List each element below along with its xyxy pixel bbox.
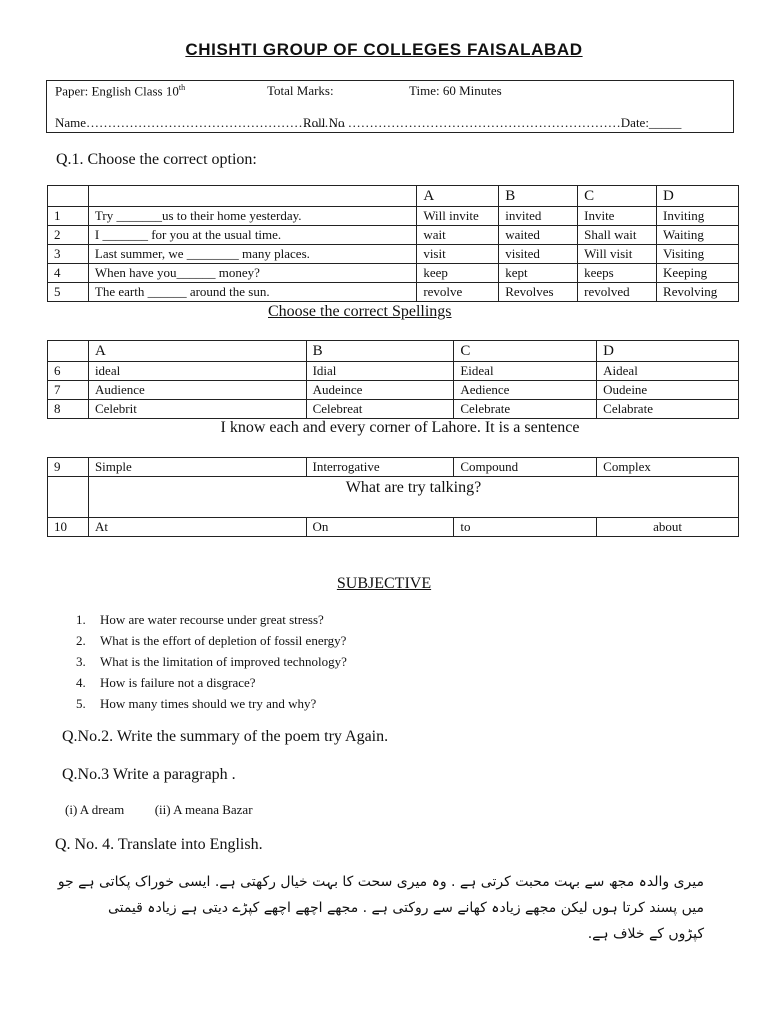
subjective-list xyxy=(76,609,347,714)
table-row xyxy=(48,207,739,226)
option-d: Revolving xyxy=(657,283,739,302)
option-c: keeps xyxy=(578,264,657,283)
talking-question: What are try talking? xyxy=(88,477,738,518)
paper-label: Paper: English Class 10th xyxy=(55,83,186,99)
question-number: 1 xyxy=(48,207,89,226)
mcq-header-empty xyxy=(48,186,89,207)
q3-option-ii: (ii) A meana Bazar xyxy=(154,802,253,817)
option-b: Idial xyxy=(306,362,454,381)
list-text: How many times should we try and why? xyxy=(100,696,317,711)
option-d: Inviting xyxy=(657,207,739,226)
table-row xyxy=(48,458,739,477)
table-row xyxy=(48,400,739,419)
sentence-table xyxy=(47,457,739,537)
table-row xyxy=(48,477,739,518)
exam-info-box xyxy=(46,80,734,133)
question-text: The earth ______ around the sun. xyxy=(88,283,416,302)
mcq-header-row xyxy=(48,186,739,207)
table-row xyxy=(48,362,739,381)
question-number: 5 xyxy=(48,283,89,302)
list-text: How is failure not a disgrace? xyxy=(100,675,256,690)
list-item xyxy=(76,609,347,630)
option-d: Keeping xyxy=(657,264,739,283)
question-text: Last summer, we ________ many places. xyxy=(88,245,416,264)
mcq-header-empty xyxy=(88,186,416,207)
spellings-table xyxy=(47,340,739,419)
question-number: 7 xyxy=(48,381,89,400)
mcq-header-d: D xyxy=(657,186,739,207)
option-a: Simple xyxy=(88,458,306,477)
option-b: Celebreat xyxy=(306,400,454,419)
option-d: Celabrate xyxy=(597,400,739,419)
name-field: Name…………………………………………………… xyxy=(55,115,347,130)
question-text: Try _______us to their home yesterday. xyxy=(88,207,416,226)
question-number: 8 xyxy=(48,400,89,419)
q2-heading: Q.No.2. Write the summary of the poem try Again. xyxy=(62,728,389,745)
list-text: What is the limitation of improved technology? xyxy=(100,654,347,669)
option-c: to xyxy=(454,518,597,537)
table-row xyxy=(48,283,739,302)
list-number: 4. xyxy=(76,675,86,690)
q3-options xyxy=(65,802,253,818)
question-number: 10 xyxy=(48,518,89,537)
question-number: 4 xyxy=(48,264,89,283)
table-row xyxy=(48,245,739,264)
question-text: I _______ for you at the usual time. xyxy=(88,226,416,245)
mcq-header-b: B xyxy=(499,186,578,207)
option-b: visited xyxy=(499,245,578,264)
option-d: Complex xyxy=(597,458,739,477)
question-number: 3 xyxy=(48,245,89,264)
urdu-line-1: میری والدہ مجھ سے بہت محبت کرتی ہے . وہ میری سحت کا بہت خیال رکھتی ہے. ایسی خوراک پکاتی ہے جو xyxy=(57,874,704,890)
option-c: Aedience xyxy=(454,381,597,400)
option-c: Compound xyxy=(454,458,597,477)
table-row xyxy=(48,381,739,400)
spellings-header-row xyxy=(48,341,739,362)
option-d: Oudeine xyxy=(597,381,739,400)
option-c: Invite xyxy=(578,207,657,226)
empty-cell xyxy=(48,477,89,518)
option-c: Will visit xyxy=(578,245,657,264)
option-c: revolved xyxy=(578,283,657,302)
option-b: kept xyxy=(499,264,578,283)
option-c: Shall wait xyxy=(578,226,657,245)
question-number: 6 xyxy=(48,362,89,381)
option-c: Celebrate xyxy=(454,400,597,419)
q3-heading: Q.No.3 Write a paragraph . xyxy=(62,766,236,783)
question-number: 2 xyxy=(48,226,89,245)
option-d: about xyxy=(597,518,739,537)
option-b: invited xyxy=(499,207,578,226)
spellings-header-d: D xyxy=(597,341,739,362)
option-a: Will invite xyxy=(417,207,499,226)
list-item xyxy=(76,630,347,651)
spellings-header-c: C xyxy=(454,341,597,362)
question-text: When have you______ money? xyxy=(88,264,416,283)
total-marks-label: Total Marks: xyxy=(267,83,334,98)
table-row xyxy=(48,518,739,537)
table-row xyxy=(48,264,739,283)
table-row xyxy=(48,226,739,245)
spellings-header-empty xyxy=(48,341,89,362)
urdu-line-3: کپڑوں کے خلاف ہے. xyxy=(587,926,704,942)
list-number: 1. xyxy=(76,612,86,627)
option-a: Celebrit xyxy=(88,400,306,419)
question-number: 9 xyxy=(48,458,89,477)
list-item xyxy=(76,672,347,693)
list-item xyxy=(76,651,347,672)
list-number: 2. xyxy=(76,633,86,648)
option-b: waited xyxy=(499,226,578,245)
q4-heading: Q. No. 4. Translate into English. xyxy=(55,836,263,853)
q1-heading: Q.1. Choose the correct option: xyxy=(56,151,257,168)
list-number: 5. xyxy=(76,696,86,711)
option-d: Visiting xyxy=(657,245,739,264)
option-a: keep xyxy=(417,264,499,283)
option-c: Eideal xyxy=(454,362,597,381)
option-a: revolve xyxy=(417,283,499,302)
option-b: On xyxy=(306,518,454,537)
option-b: Audeince xyxy=(306,381,454,400)
list-text: How are water recourse under great stress? xyxy=(100,612,324,627)
option-a: At xyxy=(88,518,306,537)
list-item xyxy=(76,693,347,714)
mcq-table xyxy=(47,185,739,302)
option-a: Audience xyxy=(88,381,306,400)
spellings-header-b: B xyxy=(306,341,454,362)
option-a: visit xyxy=(417,245,499,264)
option-a: ideal xyxy=(88,362,306,381)
subjective-heading: SUBJECTIVE xyxy=(336,575,432,592)
time-label: Time: 60 Minutes xyxy=(409,83,502,98)
urdu-line-2: میں پسند کرتا ہوں لیکن مجھے زیادہ کھانے سے روکتی ہے . مجھے اچھے اچھے کپڑے دیتی ہے زیادہ قیمتی xyxy=(107,900,704,916)
option-d: Waiting xyxy=(657,226,739,245)
mcq-header-a: A xyxy=(417,186,499,207)
list-text: What is the effort of depletion of fossil energy? xyxy=(100,633,347,648)
roll-date-field: Roll No ………………………………………………………Date:_____ xyxy=(303,115,682,130)
list-number: 3. xyxy=(76,654,86,669)
option-a: wait xyxy=(417,226,499,245)
mcq-header-c: C xyxy=(578,186,657,207)
option-b: Revolves xyxy=(499,283,578,302)
sentence-heading: I know each and every corner of Lahore. It is a sentence xyxy=(220,419,580,436)
spellings-header-a: A xyxy=(88,341,306,362)
college-title: CHISHTI GROUP OF COLLEGES FAISALABAD xyxy=(185,40,583,59)
option-d: Aideal xyxy=(597,362,739,381)
spellings-heading: Choose the correct Spellings xyxy=(268,303,452,320)
option-b: Interrogative xyxy=(306,458,454,477)
q3-option-i: (i) A dream xyxy=(65,802,125,817)
